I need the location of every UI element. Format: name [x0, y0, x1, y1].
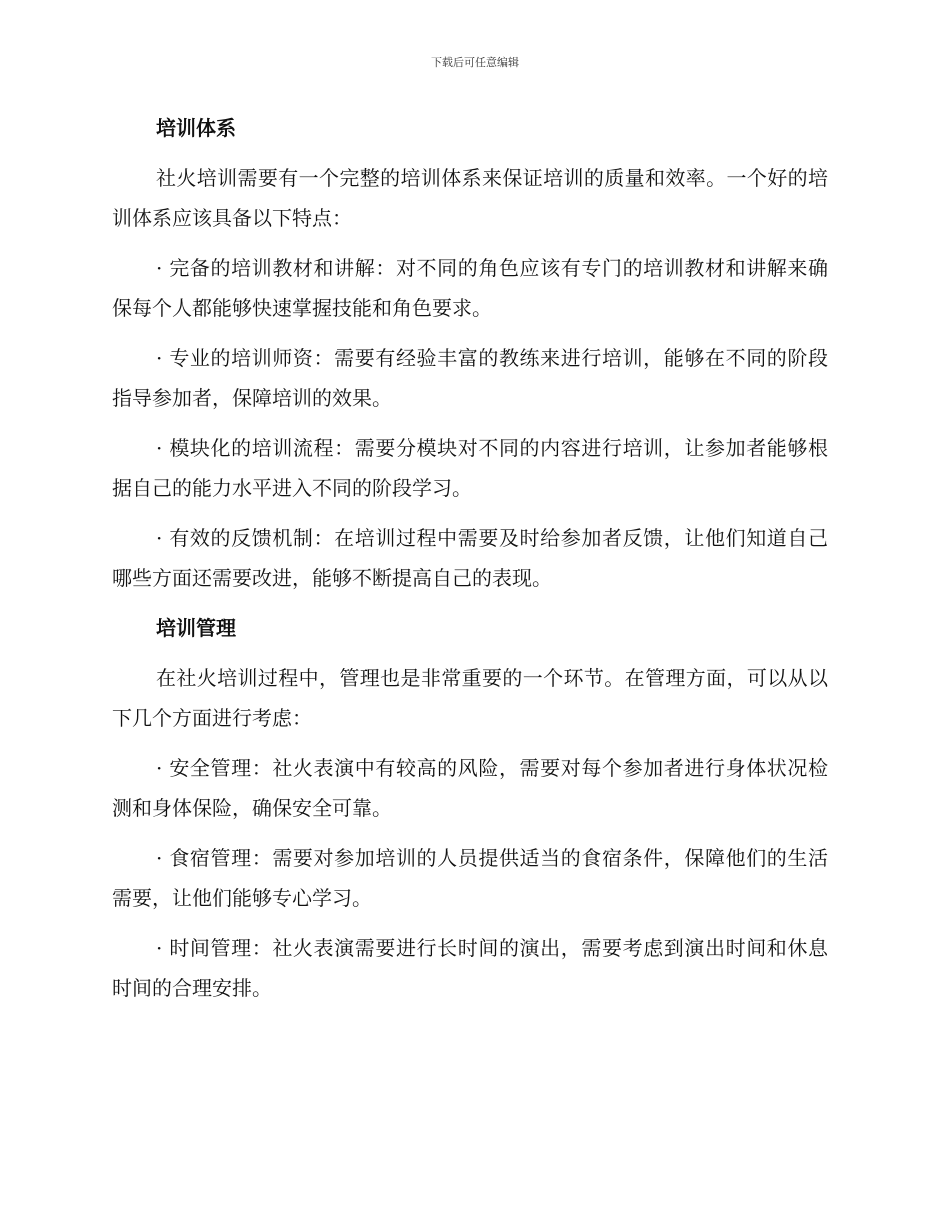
- bullet-paragraph: · 食宿管理：需要对参加培训的人员提供适当的食宿条件，保障他们的生活需要，让他们能够专心学习。: [112, 846, 828, 910]
- paragraph: 社火培训需要有一个完整的培训体系来保证培训的质量和效率。一个好的培训体系应该具备以下特点：: [112, 166, 828, 230]
- page-header: 下载后可任意编辑: [431, 56, 519, 69]
- bullet-paragraph: · 有效的反馈机制：在培训过程中需要及时给参加者反馈，让他们知道自己哪些方面还需要改进，能够不断提高自己的表现。: [112, 526, 828, 590]
- bullet-paragraph: · 专业的培训师资：需要有经验丰富的教练来进行培训，能够在不同的阶段指导参加者，保障培训的效果。: [112, 346, 828, 410]
- bullet-paragraph: · 模块化的培训流程：需要分模块对不同的内容进行培训，让参加者能够根据自己的能力水平进入不同的阶段学习。: [112, 436, 828, 500]
- paragraph: 在社火培训过程中，管理也是非常重要的一个环节。在管理方面，可以从以下几个方面进行考虑：: [112, 666, 828, 730]
- bullet-paragraph: · 安全管理：社火表演中有较高的风险，需要对每个参加者进行身体状况检测和身体保险，确保安全可靠。: [112, 756, 828, 820]
- bullet-paragraph: · 时间管理：社火表演需要进行长时间的演出，需要考虑到演出时间和休息时间的合理安排。: [112, 936, 828, 1000]
- document-body: [112, 108, 828, 1018]
- bullet-paragraph: · 完备的培训教材和讲解：对不同的角色应该有专门的培训教材和讲解来确保每个人都能够快速掌握技能和角色要求。: [112, 256, 828, 320]
- section-heading-training-management: 培训管理: [156, 616, 236, 640]
- section-heading-training-system: 培训体系: [156, 116, 236, 140]
